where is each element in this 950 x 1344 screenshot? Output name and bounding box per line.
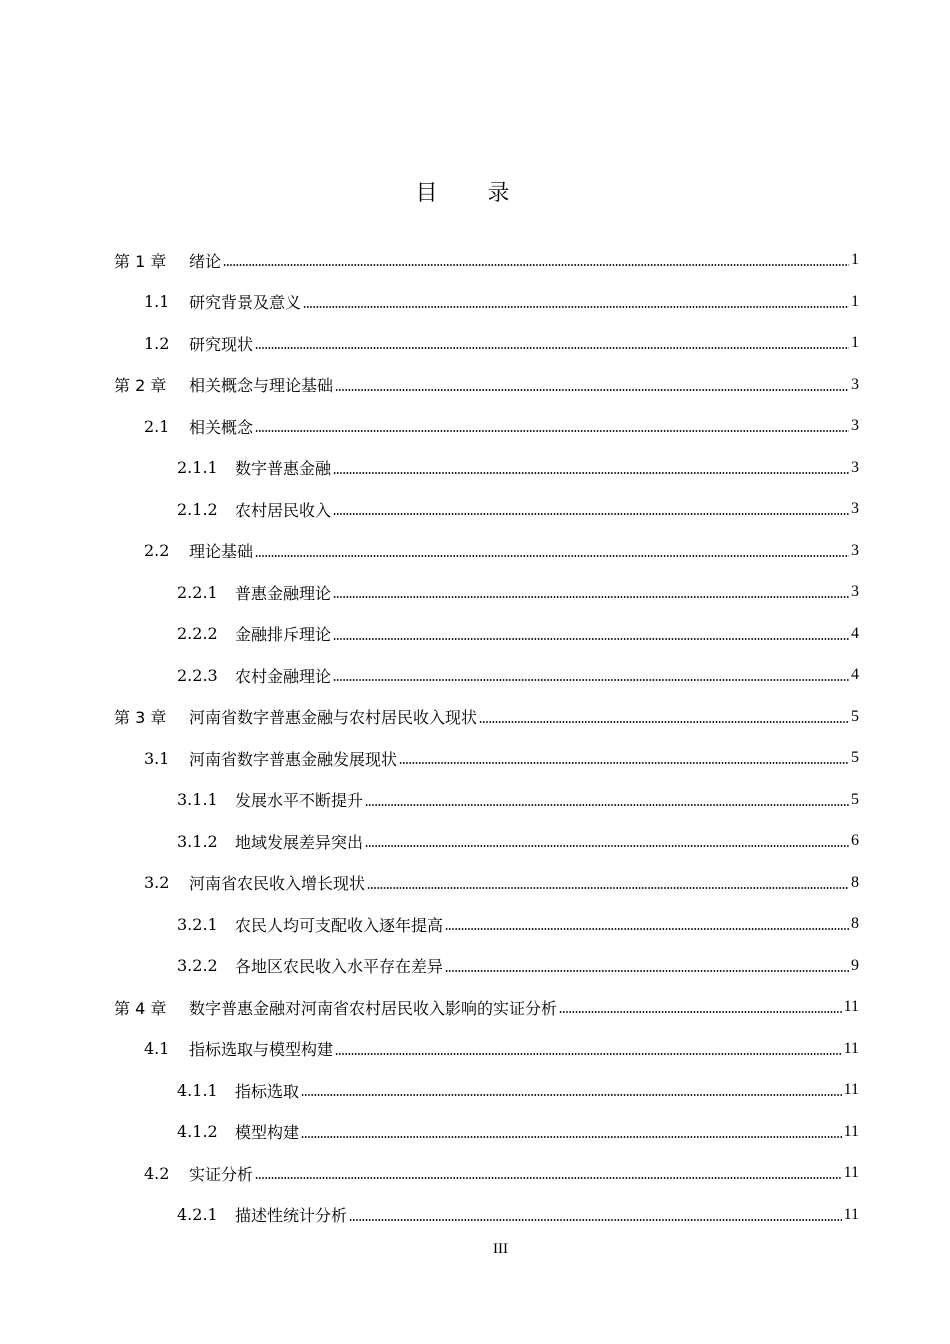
toc-dot-leader xyxy=(365,804,849,806)
toc-dot-leader xyxy=(365,845,849,847)
toc-entry[interactable] xyxy=(177,1117,859,1147)
toc-entry[interactable] xyxy=(114,702,859,732)
toc-entry-number: 1.2 xyxy=(144,333,170,353)
toc-dot-leader xyxy=(479,721,849,723)
toc-entry-page: 1 xyxy=(851,251,859,268)
toc-entry-number: 3.2.2 xyxy=(177,956,218,975)
toc-entry-number: 4.2 xyxy=(144,1163,170,1183)
toc-entry[interactable] xyxy=(114,992,859,1022)
toc-dot-leader xyxy=(301,1094,842,1096)
toc-entry-number: 4.2.1 xyxy=(177,1205,218,1224)
toc-entry-number: 3.1 xyxy=(144,748,170,768)
toc-dot-leader xyxy=(333,638,849,640)
toc-entry-page: 8 xyxy=(851,873,859,891)
toc-entry-label: 农村金融理论 xyxy=(235,666,332,686)
toc-entry-page: 3 xyxy=(851,541,859,559)
toc-entry-label: 地域发展差异突出 xyxy=(235,832,364,852)
toc-entry-number: 第 4 章 xyxy=(114,998,167,1018)
toc-entry[interactable] xyxy=(177,660,859,690)
toc-entry-number: 3.2 xyxy=(144,873,170,892)
toc-entry[interactable] xyxy=(144,743,859,773)
toc-entry-number: 1.1 xyxy=(144,292,170,311)
toc-entry[interactable] xyxy=(177,1200,859,1230)
toc-dot-leader xyxy=(223,264,849,266)
toc-entry[interactable] xyxy=(114,245,859,275)
toc-entry-label: 发展水平不断提升 xyxy=(235,791,364,810)
toc-entry-page: 5 xyxy=(851,749,859,766)
toc-entry-page: 8 xyxy=(851,915,859,932)
toc-entry-page: 5 xyxy=(851,707,859,725)
toc-entry-number: 第 2 章 xyxy=(114,376,167,395)
toc-entry-page: 11 xyxy=(843,1164,859,1181)
toc-entry-label: 研究现状 xyxy=(189,334,254,354)
toc-dot-leader xyxy=(367,887,849,889)
toc-entry[interactable] xyxy=(177,619,859,649)
toc-entry-label: 金融排斥理论 xyxy=(235,625,332,644)
toc-dot-leader xyxy=(301,1136,842,1138)
toc-entry-number: 2.1 xyxy=(144,416,170,436)
toc-dot-leader xyxy=(559,1011,842,1013)
toc-entry-page: 1 xyxy=(851,292,859,310)
toc-entry[interactable] xyxy=(144,287,859,317)
toc-entry-page: 4 xyxy=(851,624,859,642)
toc-dot-leader xyxy=(335,1053,842,1055)
toc-title: 目录 xyxy=(415,181,560,206)
toc-entry-label: 模型构建 xyxy=(235,1123,300,1142)
toc-dot-leader xyxy=(333,513,849,515)
toc-entry-label: 农村居民收入 xyxy=(235,500,332,520)
toc-entry[interactable] xyxy=(144,1034,859,1064)
toc-entry-page: 6 xyxy=(851,832,859,849)
toc-entry-label: 河南省数字普惠金融发展现状 xyxy=(189,749,398,769)
toc-dot-leader xyxy=(333,596,849,598)
toc-entry-page: 9 xyxy=(851,956,859,974)
toc-dot-leader xyxy=(445,928,849,930)
toc-entry-page: 4 xyxy=(851,666,859,683)
toc-entry-label: 绪论 xyxy=(189,251,222,271)
toc-entry-number: 2.2.3 xyxy=(177,665,218,685)
toc-dot-leader xyxy=(255,347,849,349)
toc-entry-label: 实证分析 xyxy=(189,1164,254,1184)
toc-dot-leader xyxy=(335,389,849,391)
toc-entry[interactable] xyxy=(144,411,859,441)
toc-entry-label: 农民人均可支配收入逐年提高 xyxy=(235,915,444,935)
toc-entry-label: 普惠金融理论 xyxy=(235,583,332,603)
toc-entry[interactable] xyxy=(144,328,859,358)
toc-entry[interactable] xyxy=(177,909,859,939)
toc-entry-number: 3.1.1 xyxy=(177,790,218,809)
toc-entry[interactable] xyxy=(177,785,859,815)
toc-entry[interactable] xyxy=(177,826,859,856)
toc-entry-page: 11 xyxy=(843,1122,859,1140)
toc-entry-number: 4.1.1 xyxy=(177,1080,218,1100)
toc-dot-leader xyxy=(399,762,849,764)
toc-entry-number: 3.2.1 xyxy=(177,914,218,934)
toc-entry-label: 数字普惠金融对河南省农村居民收入影响的实证分析 xyxy=(189,998,558,1018)
toc-entry-page: 3 xyxy=(851,583,859,600)
toc-entry-page: 3 xyxy=(851,417,859,434)
toc-entry-page: 3 xyxy=(851,375,859,393)
toc-entry-label: 各地区农民收入水平存在差异 xyxy=(235,957,444,976)
toc-entry-label: 数字普惠金融 xyxy=(235,459,332,478)
toc-entry-label: 指标选取与模型构建 xyxy=(189,1040,334,1059)
toc-entry-label: 相关概念 xyxy=(189,417,254,437)
toc-entry-number: 第 3 章 xyxy=(114,708,167,727)
toc-entry-number: 2.2.1 xyxy=(177,582,218,602)
toc-entry-number: 2.1.2 xyxy=(177,499,218,519)
toc-entry-number: 2.2 xyxy=(144,541,170,560)
page-footer-number: III xyxy=(493,1241,508,1257)
toc-entry[interactable] xyxy=(177,1075,859,1105)
toc-entry-label: 研究背景及意义 xyxy=(189,293,302,312)
toc-entry-number: 3.1.2 xyxy=(177,831,218,851)
toc-entry-label: 理论基础 xyxy=(189,542,254,561)
toc-dot-leader xyxy=(445,970,849,972)
toc-dot-leader xyxy=(333,472,849,474)
toc-entry-page: 3 xyxy=(851,500,859,517)
toc-entry-number: 2.1.1 xyxy=(177,458,218,477)
toc-dot-leader xyxy=(349,1219,842,1221)
toc-entry[interactable] xyxy=(144,1158,859,1188)
toc-entry-page: 1 xyxy=(851,334,859,351)
toc-entry-label: 指标选取 xyxy=(235,1081,300,1101)
toc-entry-label: 河南省农民收入增长现状 xyxy=(189,874,366,893)
toc-entry-page: 11 xyxy=(843,998,859,1015)
toc-entry[interactable] xyxy=(177,951,859,981)
toc-entry-number: 第 1 章 xyxy=(114,251,167,271)
toc-entry[interactable] xyxy=(114,370,859,400)
toc-entry-number: 4.1 xyxy=(144,1039,170,1058)
toc-entry-page: 5 xyxy=(851,790,859,808)
toc-entry[interactable] xyxy=(177,453,859,483)
toc-entry[interactable] xyxy=(144,536,859,566)
toc-entry-page: 11 xyxy=(843,1039,859,1057)
toc-entry-number: 2.2.2 xyxy=(177,624,218,643)
toc-dot-leader xyxy=(303,306,849,308)
toc-dot-leader xyxy=(333,679,849,681)
toc-entry[interactable] xyxy=(144,868,859,898)
toc-dot-leader xyxy=(255,555,849,557)
toc-dot-leader xyxy=(255,1177,842,1179)
toc-entry-label: 描述性统计分析 xyxy=(235,1206,348,1225)
toc-entry[interactable] xyxy=(177,494,859,524)
toc-entry-label: 相关概念与理论基础 xyxy=(189,376,334,395)
toc-entry-label: 河南省数字普惠金融与农村居民收入现状 xyxy=(189,708,478,727)
toc-entry-page: 3 xyxy=(851,458,859,476)
toc-entry-page: 11 xyxy=(843,1205,859,1223)
toc-entry[interactable] xyxy=(177,577,859,607)
toc-entry-number: 4.1.2 xyxy=(177,1122,218,1141)
toc-dot-leader xyxy=(255,430,849,432)
toc-entry-page: 11 xyxy=(843,1081,859,1098)
